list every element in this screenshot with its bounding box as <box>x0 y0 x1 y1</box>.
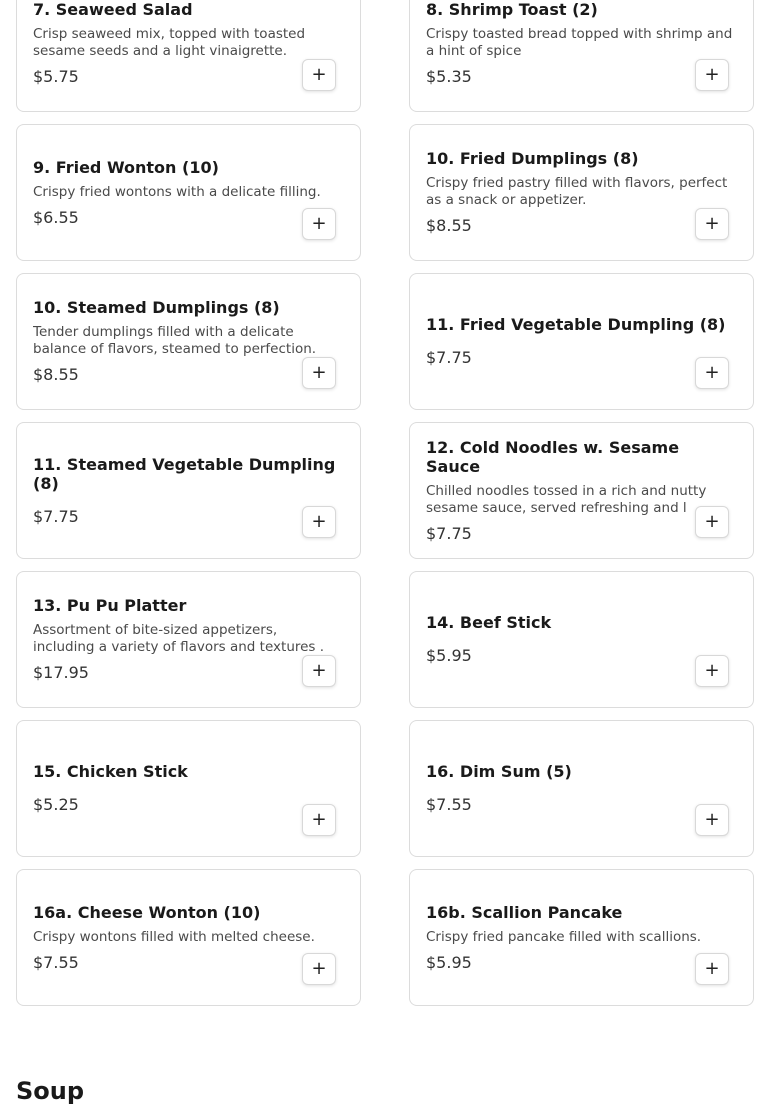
item-name: 12. Cold Noodles w. Sesame Sauce <box>426 437 680 476</box>
item-name: 10. Steamed Dumplings (8) <box>33 298 280 317</box>
add-to-cart-button[interactable]: + <box>302 804 336 836</box>
add-to-cart-button[interactable]: + <box>302 59 336 91</box>
add-to-cart-button[interactable]: + <box>695 506 729 538</box>
item-name: 13. Pu Pu Platter <box>33 596 187 615</box>
menu-item-card[interactable] <box>409 720 754 857</box>
item-price: $8.55 <box>426 216 472 235</box>
item-price: $5.25 <box>33 795 79 814</box>
menu-item-card[interactable] <box>16 720 361 857</box>
item-description: Crispy toasted bread topped with shrimp and a hint of spice <box>426 26 733 59</box>
item-description: Crisp seaweed mix, topped with toasted sesame seeds and a light vinaigrette. <box>33 26 306 59</box>
item-name: 11. Steamed Vegetable Dumpling (8) <box>33 454 336 493</box>
item-name: 8. Shrimp Toast (2) <box>426 0 598 19</box>
menu-item-grid <box>16 0 754 1006</box>
add-to-cart-button[interactable]: + <box>695 655 729 687</box>
item-name: 16b. Scallion Pancake <box>426 902 623 922</box>
menu-item-card[interactable] <box>409 124 754 261</box>
add-to-cart-button[interactable]: + <box>302 506 336 538</box>
add-to-cart-button[interactable]: + <box>302 953 336 985</box>
add-to-cart-button[interactable]: + <box>695 59 729 91</box>
item-name: 10. Fried Dumplings (8) <box>426 149 639 168</box>
item-name: 15. Chicken Stick <box>33 762 188 781</box>
add-to-cart-button[interactable]: + <box>695 208 729 240</box>
add-to-cart-button[interactable]: + <box>695 804 729 836</box>
add-to-cart-button[interactable]: + <box>302 357 336 389</box>
item-name: 16a. Cheese Wonton (10) <box>33 902 261 922</box>
item-price: $7.55 <box>33 952 79 972</box>
menu-item-card[interactable] <box>409 869 754 1006</box>
add-to-cart-button[interactable]: + <box>302 208 336 240</box>
item-name: 9. Fried Wonton (10) <box>33 157 219 177</box>
item-description: Tender dumplings filled with a delicate balance of flavors, steamed to perfection. <box>33 324 317 357</box>
menu-item-card[interactable] <box>409 571 754 708</box>
menu-item-card[interactable] <box>16 869 361 1006</box>
add-to-cart-button[interactable]: + <box>695 357 729 389</box>
item-description: Crispy wontons filled with melted cheese. <box>33 928 315 945</box>
item-description: Crispy fried pancake filled with scallions. <box>426 928 702 945</box>
item-price: $17.95 <box>33 663 89 682</box>
item-price: $7.75 <box>33 506 79 526</box>
item-price: $5.95 <box>426 646 472 665</box>
item-name: 16. Dim Sum (5) <box>426 762 572 781</box>
menu-item-card[interactable] <box>16 0 361 112</box>
add-to-cart-button[interactable]: + <box>695 953 729 985</box>
menu-item-card[interactable] <box>16 422 361 559</box>
menu-item-card[interactable] <box>16 571 361 708</box>
item-price: $5.35 <box>426 67 472 86</box>
item-description: Assortment of bite-sized appetizers, including a variety of flavors and textures . <box>33 622 325 655</box>
item-price: $8.55 <box>33 365 79 384</box>
item-name: 11. Fried Vegetable Dumpling (8) <box>426 315 726 334</box>
item-name: 14. Beef Stick <box>426 613 552 632</box>
menu-item-card[interactable] <box>16 273 361 410</box>
item-description: Crispy fried wontons with a delicate filling. <box>33 183 321 200</box>
item-name: 7. Seaweed Salad <box>33 0 193 19</box>
menu-item-card[interactable] <box>16 124 361 261</box>
add-to-cart-button[interactable]: + <box>302 655 336 687</box>
item-description: Chilled noodles tossed in a rich and nutty sesame sauce, served refreshing and l <box>426 482 707 516</box>
menu-item-card[interactable] <box>409 422 754 559</box>
item-price: $7.75 <box>426 523 472 543</box>
item-price: $5.95 <box>426 952 472 972</box>
item-price: $7.55 <box>426 795 472 814</box>
menu-item-card[interactable] <box>409 273 754 410</box>
item-price: $7.75 <box>426 348 472 367</box>
item-price: $6.55 <box>33 207 79 227</box>
item-price: $5.75 <box>33 67 79 86</box>
section-heading-soup: Soup <box>16 1077 85 1105</box>
item-description: Crispy fried pastry filled with flavors, perfect as a snack or appetizer. <box>426 175 728 208</box>
menu-item-card[interactable] <box>409 0 754 112</box>
